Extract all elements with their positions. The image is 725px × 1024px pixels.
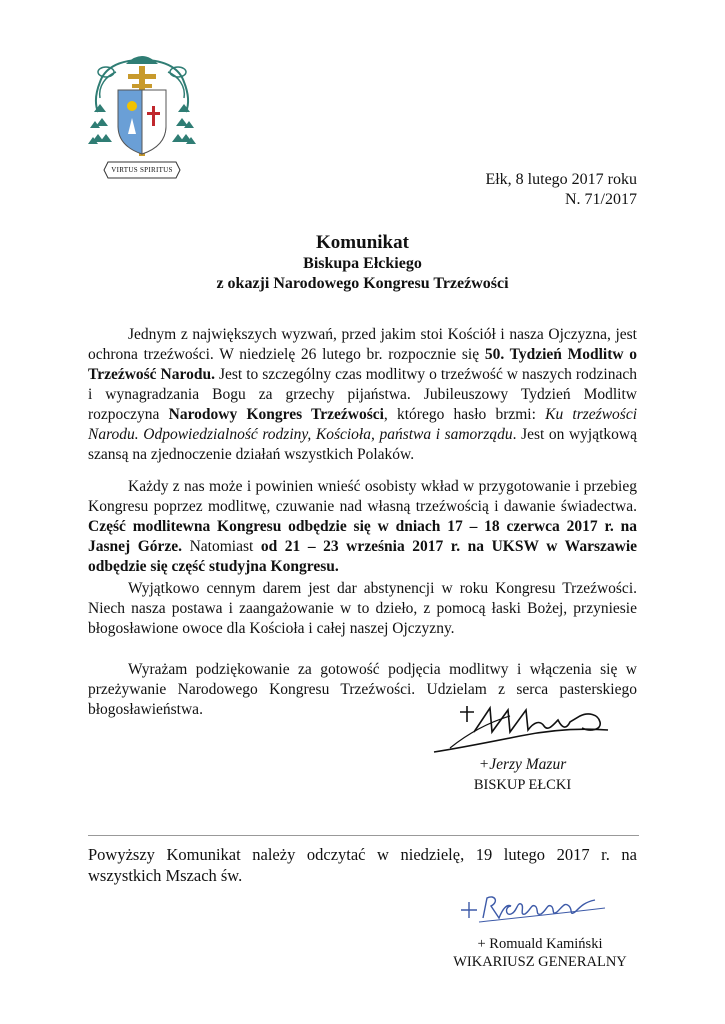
title-line2: Biskupa Ełckiego	[303, 255, 422, 272]
signature-icon	[430, 702, 615, 757]
signature-icon	[455, 888, 610, 926]
coat-of-arms-motto: VIRTUS SPIRITUS	[111, 166, 173, 174]
vicar-signature	[455, 888, 610, 926]
document-title	[0, 232, 725, 294]
vicar-signature-block	[430, 935, 650, 971]
paragraph-2-text-a: Każdy z nas może i powinien wnieść osobisty wkład w przygotowanie i przebieg Kongresu poprzez modlitwę, czuwanie nad własną trzeźwością i dawanie świadectwa.	[88, 478, 637, 515]
paragraph-2-bold-a: Część modlitewna Kongresu odbędzie się w dniach 17 – 18 czerwca 2017 r. na Jasnej Górze.	[88, 518, 637, 555]
divider	[88, 835, 639, 836]
paragraph-4-text: Wyrażam podziękowanie za gotowość podjęcia modlitwy i włączenia się w przeżywanie Narodowego Kongresu Trzeźwości. Udzielam z serca pasterskiego błogosławieństwa.	[88, 661, 637, 718]
bishop-signature-block	[430, 755, 615, 795]
paragraph-1	[88, 325, 637, 465]
paragraph-2-bold-b: od 21 – 23 września 2017 r. na UKSW w Warszawie odbędzie się część studyjna Kongresu.	[88, 538, 638, 575]
paragraph-1-bold-a: 50. Tydzień Modlitw o Trzeźwość Narodu.	[88, 346, 638, 383]
paragraph-1-text-a: Jednym z największych wyzwań, przed jakim stoi Kościół i nasza Ojczyzna, jest ochrona trzeźwości. W niedzielę 26 lutego br. rozpocznie się	[88, 326, 637, 363]
vicar-title: WIKARIUSZ GENERALNY	[453, 954, 627, 970]
paragraph-1-text-d: . Jest on wyjątkową szansą na zjednoczenie działań wszystkich Polaków.	[88, 426, 637, 463]
paragraph-1-text-c: , którego hasło brzmi:	[383, 406, 546, 423]
paragraph-1-bold-b: Narodowy Kongres Trzeźwości	[168, 406, 384, 423]
title-line3: z okazji Narodowego Kongresu Trzeźwości	[216, 275, 509, 292]
title-main: Komunikat	[316, 232, 409, 253]
vicar-name: + Romuald Kamiński	[477, 936, 603, 952]
bishop-signature	[430, 702, 615, 757]
date-line: Ełk, 8 lutego 2017 roku	[485, 171, 637, 188]
paragraph-1-motto: Ku trzeźwości Narodu. Odpowiedzialność rodziny, Kościoła, państwa i samorządu	[88, 406, 637, 443]
paragraph-3	[88, 579, 637, 639]
bishop-title: BISKUP EŁCKI	[473, 777, 572, 793]
paragraph-3-text: Wyjątkowo cennym darem jest dar abstynencji w roku Kongresu Trzeźwości. Niech nasza postawa i zaangażowanie w to dzieło, z pomocą łaski Bożej, przyniesie błogosławione owoce dla Kościoła i całej naszej Ojczyzny.	[88, 580, 637, 637]
paragraph-2	[88, 477, 637, 577]
paragraph-1-text-b: Jest to szczególny czas modlitwy o trzeźwość w naszych rodzinach i wynagradzania Bogu za grzechy pijaństwa. Jubileuszowy Tydzień Modlitw rozpoczyna	[88, 366, 637, 423]
coat-of-arms	[86, 42, 198, 188]
paragraph-2-text-b: Natomiast	[182, 538, 261, 555]
document-number: N. 71/2017	[565, 191, 637, 208]
document-header	[485, 170, 637, 210]
reading-notice: Powyższy Komunikat należy odczytać w niedzielę, 19 lutego 2017 r. na wszystkich Mszach św.	[88, 845, 637, 885]
bishop-name: +Jerzy Mazur	[478, 756, 567, 773]
